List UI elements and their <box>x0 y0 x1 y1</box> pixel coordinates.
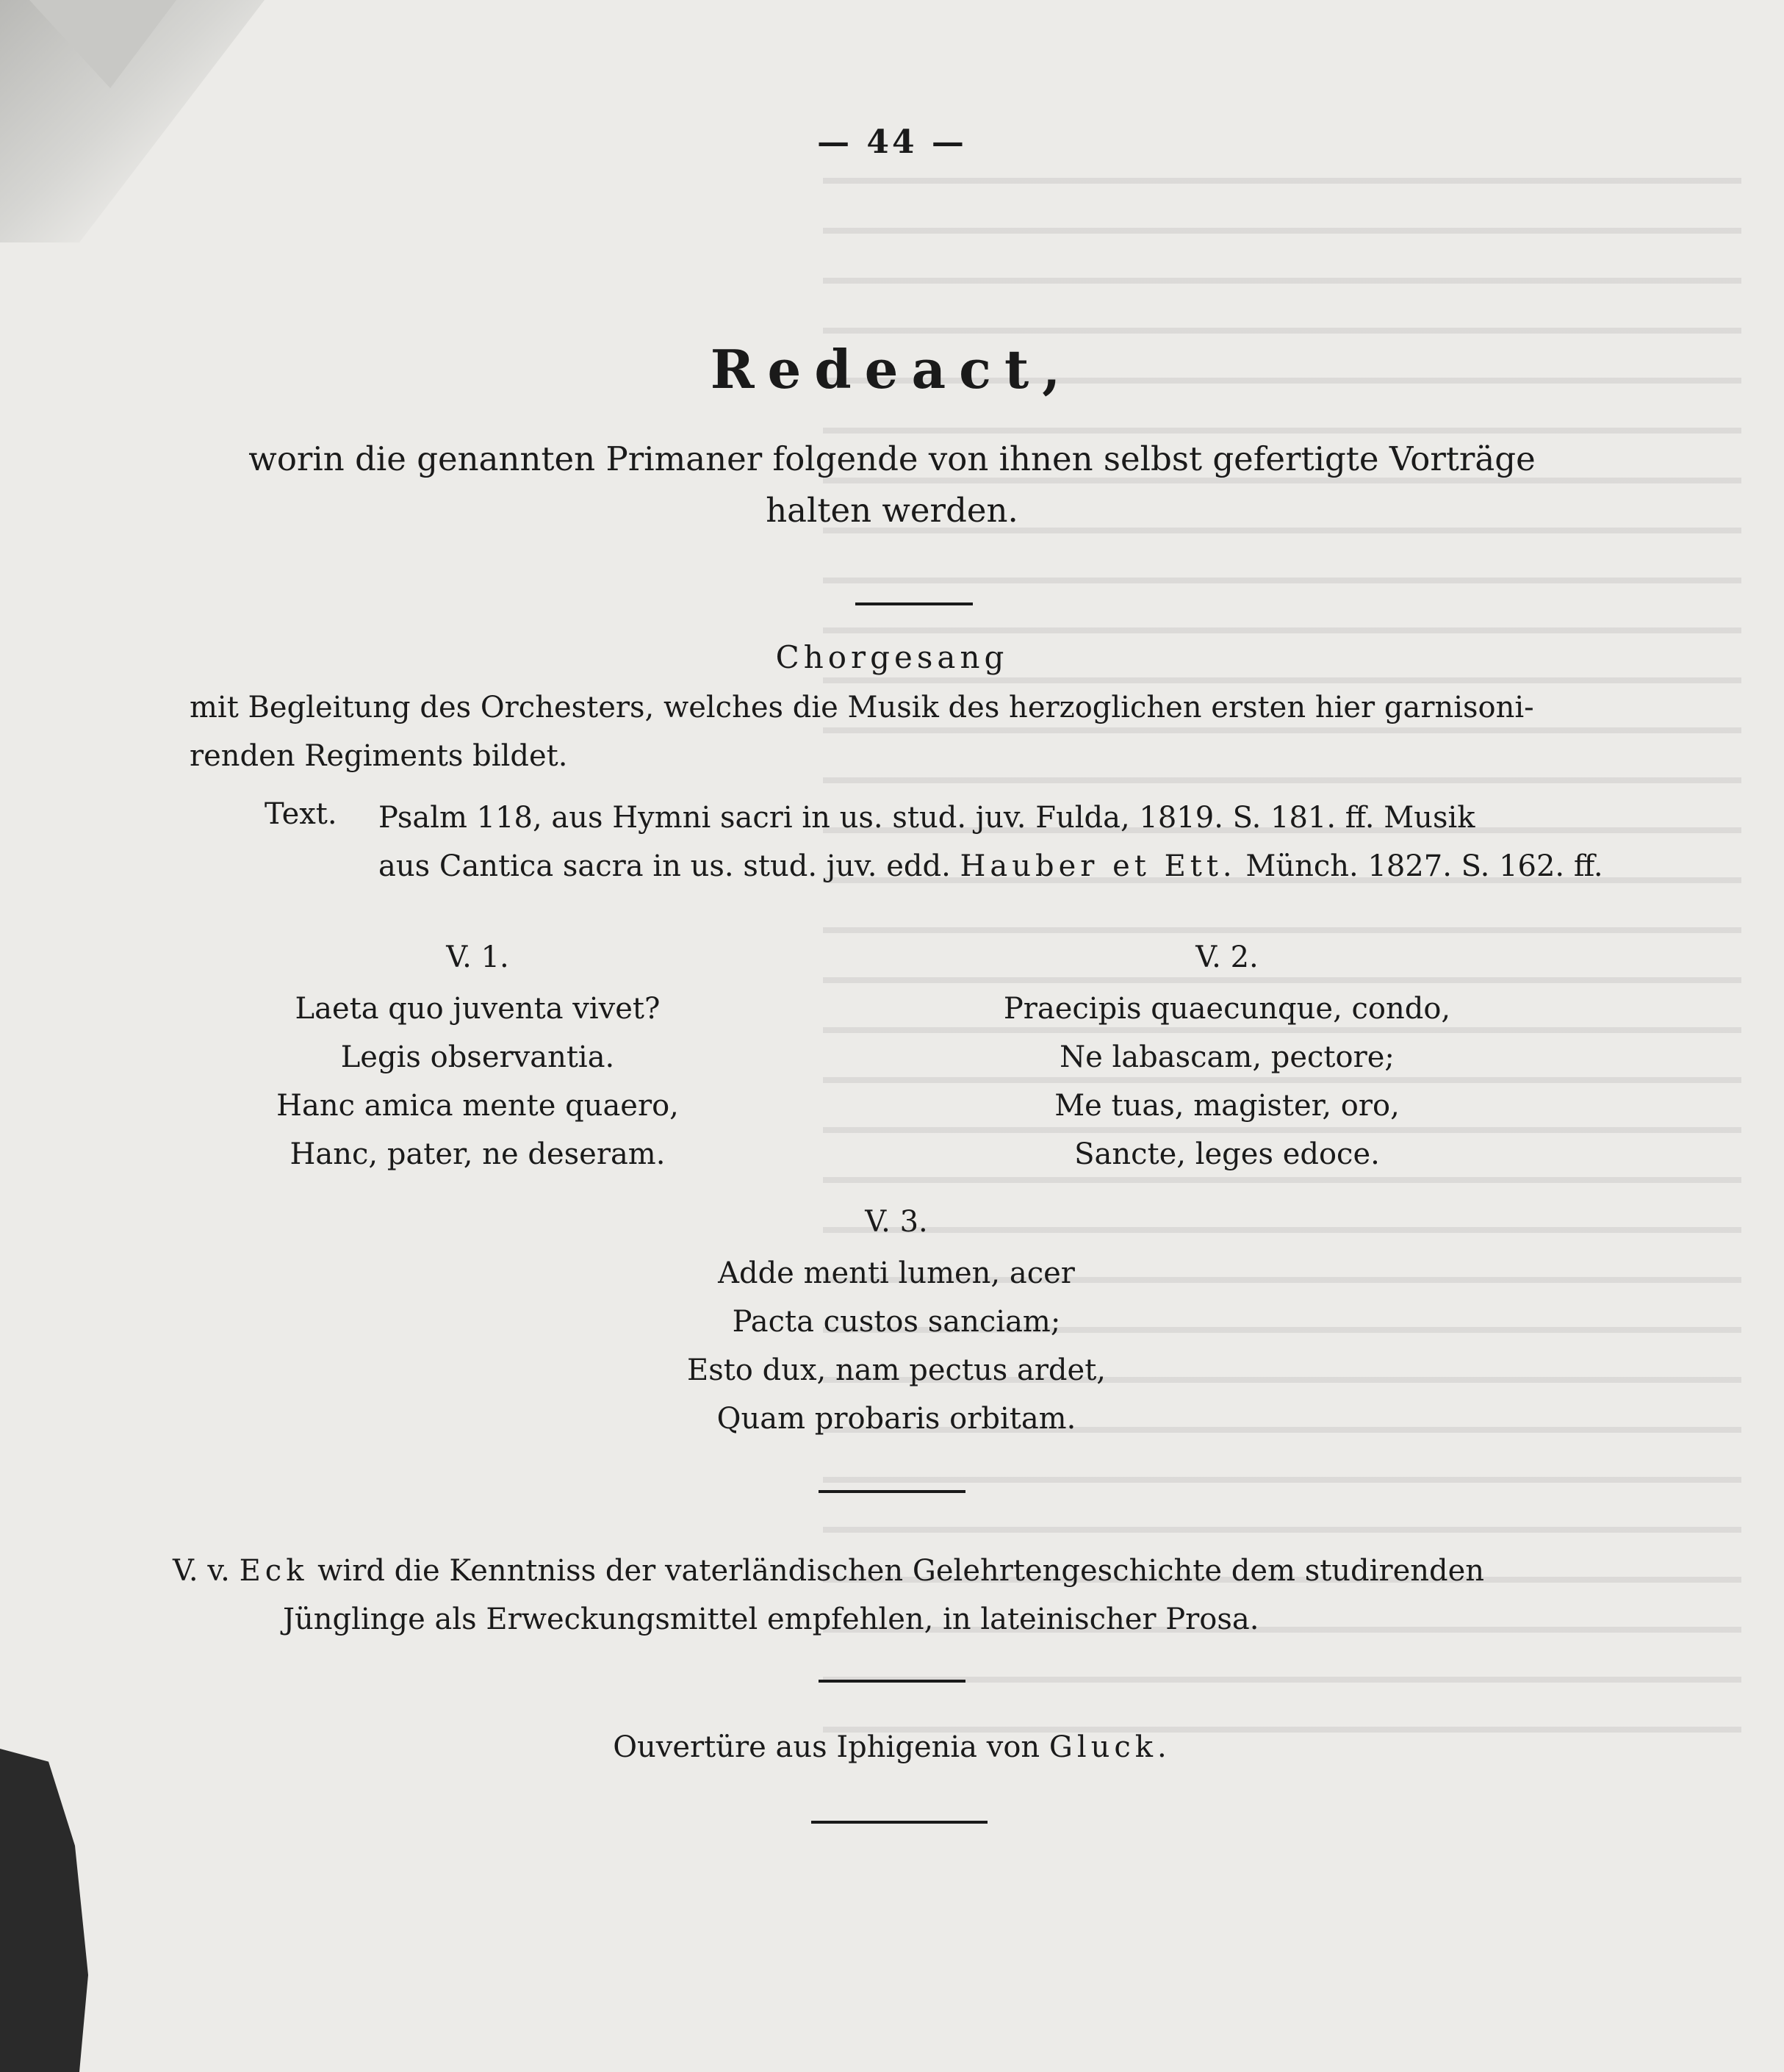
verse-label: V. 3. <box>865 1205 928 1239</box>
divider-rule <box>819 1490 965 1493</box>
divider-rule <box>811 1821 988 1824</box>
chorgesang-line-1: mit Begleitung des Orchesters, welches die Musik des herzoglichen ersten hier garnisoni- <box>190 691 1534 724</box>
overture-line <box>0 1730 1784 1764</box>
text-source-suffix: Münch. 1827. S. 162. ff. <box>1245 849 1603 883</box>
text-source <box>378 794 1642 891</box>
chorgesang-heading: Chorgesang <box>775 639 1009 675</box>
dark-binding-edge <box>0 1749 88 2072</box>
verse-3 <box>617 1198 1176 1443</box>
text-source-line-1: Psalm 118, aus Hymni sacri in us. stud. juv. Fulda, 1819. S. 181. ff. Musik <box>378 801 1475 835</box>
verse-line: Hanc amica mente quaero, <box>276 1089 679 1123</box>
chorgesang-description <box>190 683 1644 780</box>
verse-2 <box>955 933 1499 1179</box>
verse-line: Esto dux, nam pectus ardet, <box>687 1353 1106 1387</box>
overture-prefix: Ouvertüre aus Iphigenia von <box>613 1730 1040 1764</box>
subtitle-line-2: halten werden. <box>766 491 1018 530</box>
text-source-authors: Hauber et Ett. <box>960 849 1237 883</box>
text-source-prefix: aus Cantica sacra in us. stud. juv. edd. <box>378 849 951 883</box>
subtitle-line-1: worin die genannten Primaner folgende von ihnen selbst gefertigte Vorträge <box>248 439 1536 478</box>
verse-line: Pacta custos sanciam; <box>732 1305 1061 1339</box>
verse-1 <box>220 933 735 1179</box>
verse-line: Sancte, leges edoce. <box>1074 1137 1380 1171</box>
verse-label: V. 1. <box>446 940 509 974</box>
page-title: Redeact, <box>710 338 1074 400</box>
page-number: — 44 — <box>817 123 967 161</box>
speech-rest: wird die Kenntniss der vaterländischen Gelehrtengeschichte dem studirenden <box>317 1554 1485 1588</box>
verse-line: Ne labascam, pectore; <box>1060 1040 1395 1074</box>
subtitle <box>0 434 1784 536</box>
verse-label: V. 2. <box>1195 940 1259 974</box>
text-source-line-2 <box>378 842 1642 891</box>
overture-composer: Gluck. <box>1049 1730 1171 1764</box>
text-label: Text. <box>265 797 337 831</box>
divider-rule <box>855 602 973 605</box>
verse-line: Adde menti lumen, acer <box>718 1256 1075 1290</box>
verse-line: Praecipis quaecunque, condo, <box>1003 992 1451 1026</box>
verse-line: Hanc, pater, ne deseram. <box>289 1137 666 1171</box>
speech-line-2: Jünglinge als Erweckungsmittel empfehlen, in lateinischer Prosa. <box>283 1602 1259 1636</box>
speech-line-1 <box>173 1547 1635 1595</box>
chorgesang-line-2: renden Regiments bildet. <box>190 739 568 773</box>
speech-paragraph <box>173 1547 1635 1644</box>
divider-rule <box>819 1680 965 1683</box>
verse-line: Me tuas, magister, oro, <box>1054 1089 1400 1123</box>
verse-line: Quam probaris orbitam. <box>716 1402 1076 1436</box>
verse-line: Laeta quo juventa vivet? <box>295 992 661 1026</box>
speech-name: Eck <box>239 1554 309 1588</box>
speech-prefix: V. v. <box>173 1554 230 1588</box>
verse-line: Legis observantia. <box>340 1040 615 1074</box>
